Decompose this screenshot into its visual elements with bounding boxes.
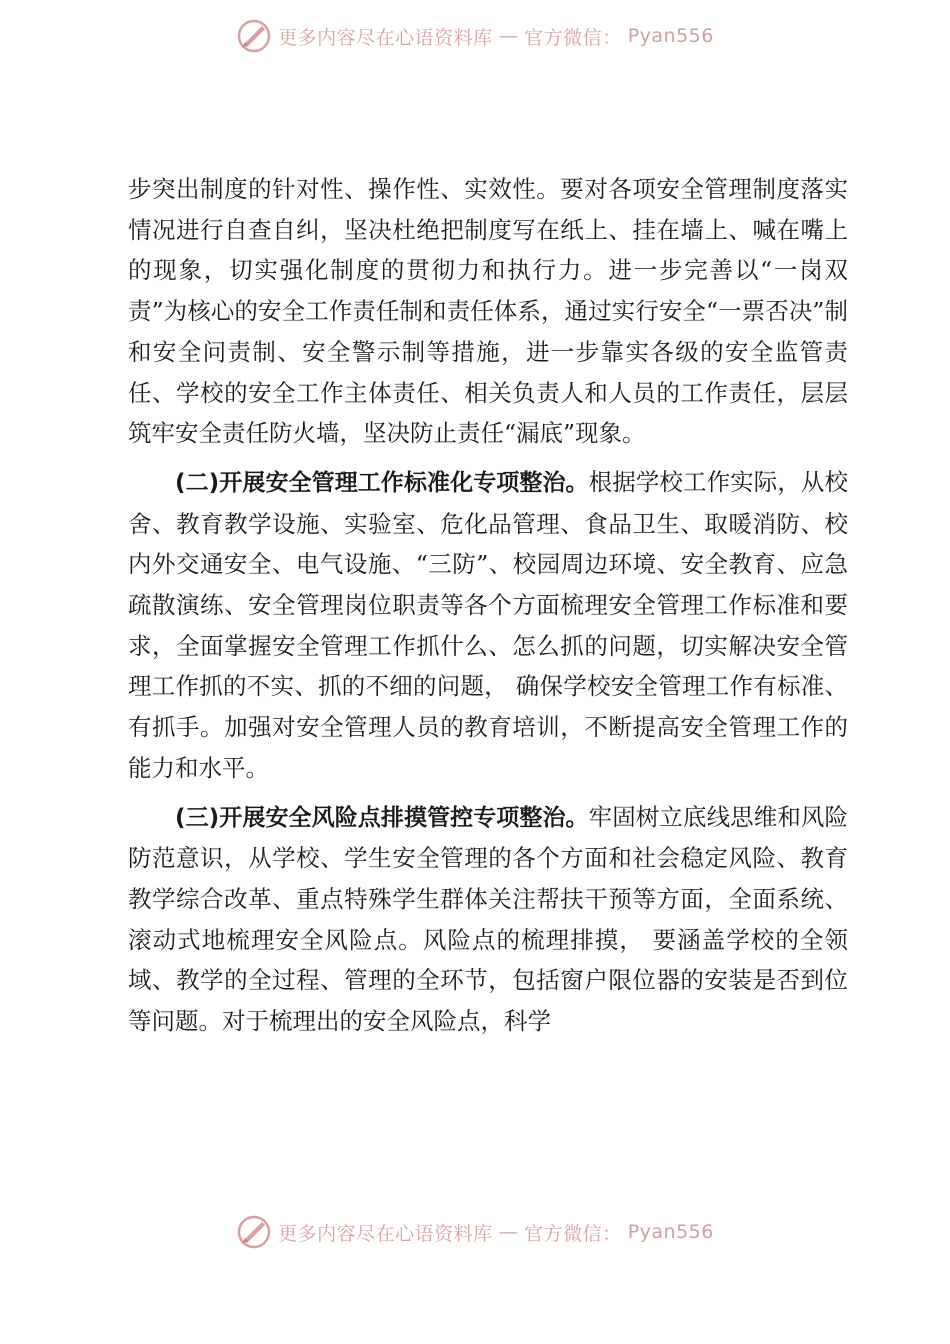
document-body [128, 169, 848, 1042]
watermark-label: 官方微信： [524, 26, 622, 49]
section-heading: (三)开展安全风险点排摸管控专项整治。 [175, 804, 589, 831]
watermark-wechat-id: Pyan556 [627, 1221, 714, 1243]
watermark-label: 官方微信： [524, 1222, 622, 1245]
paragraph-body: 步突出制度的针对性、操作性、实效性。要对各项安全管理制度落实情况进行自查自纠，坚决杜绝把制度写在纸上、挂在墙上、喊在嘴上的现象，切实强化制度的贯彻力和执行力。进一步完善以“一岗双责”为核心的安全工作责任制和责任体系，通过实行安全“一票否决”制和安全问责制、安全警示制等措施，进一步靠实各级的安全监管责任、学校的安全工作主体责任、相关负责人和人员的工作责任，层层筑牢安全责任防火墙，坚决防止责任“漏底”现象。 [128, 175, 848, 448]
paragraph-continuation [128, 169, 848, 454]
paragraph-section-3 [128, 797, 848, 1042]
watermark-text: 更多内容尽在心语资料库 [278, 1222, 493, 1245]
paragraph-body: 牢固树立底线思维和风险防范意识，从学校、学生安全管理的各个方面和社会稳定风险、教育教学综合改革、重点特殊学生群体关注帮扶干预等方面，全面系统、滚动式地梳理安全风险点。风险点的梳理排摸， 要涵盖学校的全领域、教学的全过程、管理的全环节，包括窗户限位器的安装是否到位等问题。对于梳理出的安全风险点，科学 [128, 802, 849, 1036]
watermark-text: 更多内容尽在心语资料库 [278, 26, 493, 49]
watermark-separator: — [498, 25, 519, 47]
paragraph-body: 根据学校工作实际，从校舍、教育教学设施、实验室、危化品管理、食品卫生、取暖消防、校内外交通安全、电气设施、“三防”、校园周边环境、安全教育、应急疏散演练、安全管理岗位职责等各个方面梳理安全管理工作标准和要求，全面掌握安全管理工作抓什么、怎么抓的问题，切实解决安全管理工作抓的不实、抓的不细的问题， 确保学校安全管理工作有标准、有抓手。加强对安全管理人员的教育培训，不断提高安全管理工作的能力和水平。 [128, 467, 849, 782]
paragraph-section-2 [128, 462, 848, 789]
header-watermark [0, 16, 950, 56]
watermark-wechat-id: Pyan556 [627, 25, 714, 47]
section-heading: (二)开展安全管理工作标准化专项整治。 [175, 469, 589, 496]
pen-logo-icon [236, 18, 272, 54]
watermark-separator: — [498, 1221, 519, 1243]
pen-logo-icon [236, 1214, 272, 1250]
footer-watermark [0, 1212, 950, 1252]
